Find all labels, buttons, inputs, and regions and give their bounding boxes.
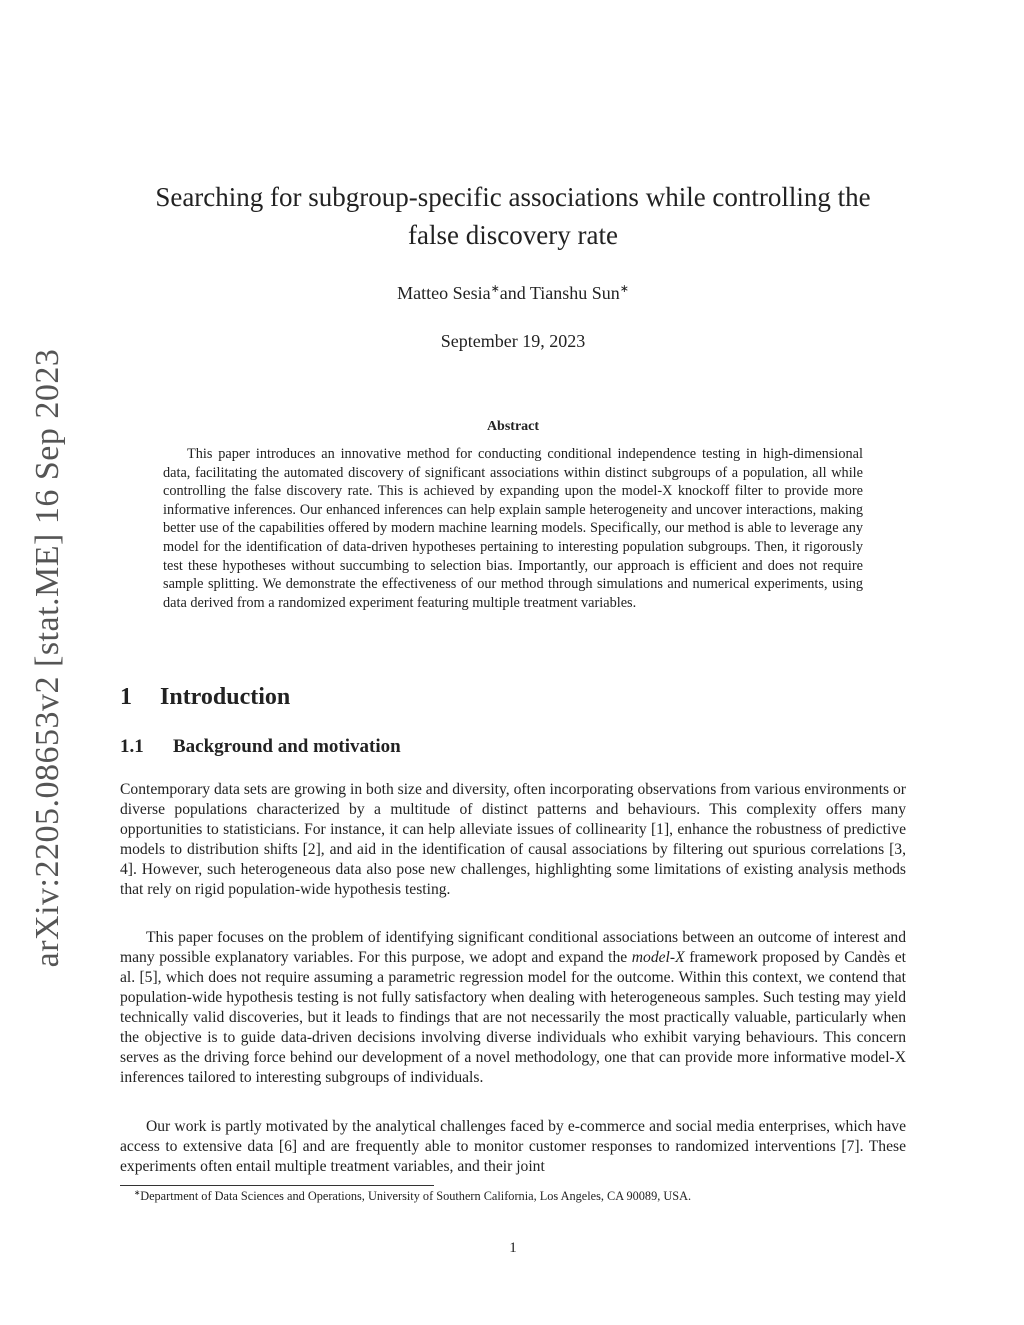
affiliation-mark: ∗	[619, 283, 629, 295]
affiliation-mark: ∗	[490, 283, 500, 295]
paper-title	[120, 178, 906, 254]
section-title: Introduction	[160, 684, 291, 710]
footnote-mark: ∗	[134, 1187, 141, 1197]
section-number: 1	[120, 684, 132, 710]
subsection-title: Background and motivation	[173, 736, 401, 757]
section-heading	[120, 684, 290, 711]
author-connector: and	[499, 283, 526, 303]
subsection-number: 1.1	[120, 736, 144, 757]
footnote-text: Department of Data Sciences and Operations, University of Southern California, Los Angeles, CA 90089, USA.	[140, 1189, 692, 1203]
paragraph-2-part-b: framework proposed by Candès et al. [5], which does not require assuming a parametric regression model for the outcome. Within this context, we contend that population-wide hypothesis testing is not fully satisfactory when dealing with heterogeneous samples. Such testing may yield technically valid discoveries, but it leads to findings that are not necessarily the most practically valuable, particularly when the objective is to guide data-driven decisions involving diverse individuals who exhibit varying behaviours. This concern serves as the driving force behind our development of a novel methodology, one that can provide more informative model-X inferences tailored to interesting subgroups of individuals.	[120, 949, 906, 1086]
page-number: 1	[509, 1240, 517, 1256]
paragraph-3: Our work is partly motivated by the analytical challenges faced by e-commerce and social media enterprises, which have access to extensive data [6] and are frequently able to monitor customer responses to randomized interventions [7]. These experiments often entail multiple treatment variables, and their joint	[120, 1118, 906, 1175]
title-line-1: Searching for subgroup-specific associations while controlling the	[155, 182, 871, 212]
model-x-emphasis: model-X	[631, 949, 685, 966]
author-2: Tianshu Sun	[529, 283, 620, 303]
subsection-heading	[120, 736, 401, 758]
arxiv-identifier: arXiv:2205.08653v2 [stat.ME] 16 Sep 2023	[29, 348, 66, 968]
paragraph-2	[120, 928, 906, 1088]
arxiv-sidebar	[0, 0, 90, 1325]
author-1: Matteo Sesia	[397, 283, 491, 303]
title-line-2: false discovery rate	[408, 220, 618, 250]
footnote	[134, 1189, 691, 1204]
abstract-heading: Abstract	[486, 419, 540, 434]
paragraph-2-part-a: This paper focuses on the problem of identifying significant conditional associations between an outcome of interest and many possible explanatory variables. For this purpose, we adopt and expand the	[120, 929, 906, 966]
abstract-body: This paper introduces an innovative method for conducting conditional independence testing in high-dimensional data, facilitating the automated discovery of significant associations within distinct subgroups of a population, all while controlling the false discovery rate. This is achieved by expanding upon the model-X knockoff filter to provide more informative inferences. Our enhanced inferences can help explain sample heterogeneity and uncover interactions, making better use of the capabilities offered by modern machine learning models. Specifically, our method is able to leverage any model for the identification of data-driven hypotheses pertaining to interesting population subgroups. Then, it rigorously test these hypotheses without succumbing to selection bias. Importantly, our approach is efficient and does not require sample splitting. We demonstrate the effectiveness of our method through simulations and numerical experiments, using data derived from a randomized experiment featuring multiple treatment variables.	[163, 446, 863, 611]
author-list	[120, 283, 906, 304]
paper-date: September 19, 2023	[440, 331, 586, 351]
footnote-rule	[120, 1185, 434, 1186]
paragraph-1: Contemporary data sets are growing in both size and diversity, often incorporating observations from various environments or diverse populations characterized by a multitude of distinct patterns and behaviours. This complexity offers many opportunities to statisticians. For instance, it can help alleviate issues of collinearity [1], enhance the robustness of predictive models to distribution shifts [2], and aid in the identification of causal associations by filtering out spurious correlations [3, 4]. However, such heterogeneous data also pose new challenges, highlighting some limitations of existing analysis methods that rely on rigid population-wide hypothesis testing.	[120, 781, 906, 898]
